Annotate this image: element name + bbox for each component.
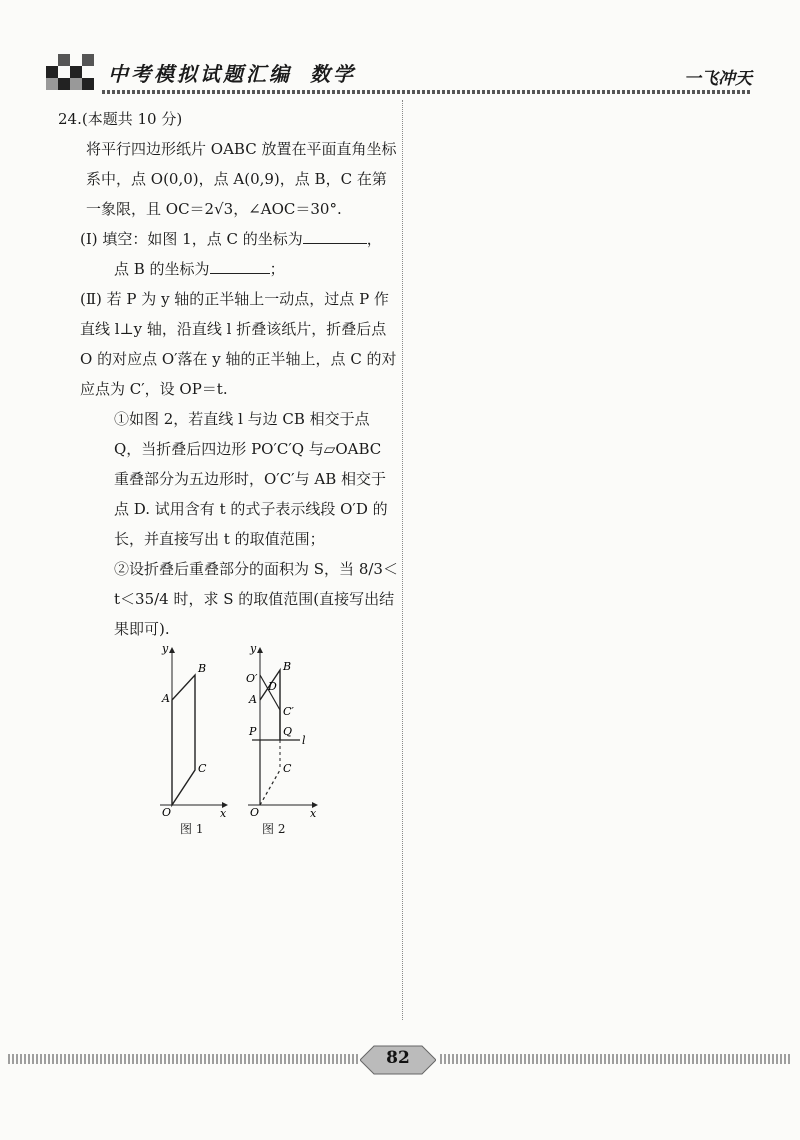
- book-title: [108, 58, 356, 87]
- figure-2-caption: 图 2: [262, 822, 286, 836]
- fig2-label-b: B: [283, 660, 292, 673]
- fig2-label-p: P: [249, 725, 257, 738]
- part-2-text: (Ⅱ) 若 P 为 y 轴的正半轴上一动点，过点 P 作直线 l⊥y 轴，沿直线 l 折叠该纸片，折叠后点 O 的对应点 O′落在 y 轴的正半轴上，点 C 的对应点为 C′，设 OP＝t.: [80, 290, 397, 398]
- subject-label: 数学: [310, 62, 356, 86]
- fig2-label-c: C: [283, 762, 292, 775]
- figures: [150, 640, 330, 840]
- page-footer: [0, 1030, 800, 1090]
- fig1-label-c: C: [198, 762, 207, 775]
- question-intro: 将平行四边形纸片 OABC 放置在平面直角坐标系中，点 O(0,0)，点 A(0,9)，点 B，C 在第一象限，且 OC＝2√3，∠AOC＝30°.: [86, 140, 397, 218]
- part-1-text-a: (Ⅰ) 填空：如图 1，点 C 的坐标为: [80, 230, 303, 248]
- fig1-parallelogram: [172, 675, 195, 805]
- fig2-label-o: O: [250, 806, 260, 819]
- fig2-label-l: l: [302, 734, 306, 747]
- part-2-item-1: ①如图 2，若直线 l 与边 CB 相交于点 Q，当折叠后四边形 PO′C′Q 与▱OABC 重叠部分为五边形时，O′C′与 AB 相交于点 D. 试用含有 t 的式子表示线段 O′D 的长，并直接写出 t 的取值范围；: [114, 410, 388, 548]
- fig2-label-x: x: [310, 807, 317, 820]
- column-divider: [402, 100, 403, 1020]
- fig2-label-q: Q: [283, 725, 293, 738]
- checkerboard-logo-icon: [46, 54, 102, 90]
- book-title-text: 中考模拟试题汇编: [108, 62, 292, 86]
- figure-2: [246, 642, 317, 820]
- figure-1-caption: 图 1: [180, 822, 204, 836]
- part-1-punct-b: ；: [269, 260, 285, 278]
- fig1-label-o: O: [162, 806, 172, 819]
- answer-blank-b[interactable]: [210, 257, 270, 274]
- page-number: 82: [386, 1048, 410, 1068]
- part-1-text-b: 点 B 的坐标为: [114, 260, 210, 278]
- footer-band-right: [440, 1054, 792, 1064]
- figures-svg: [150, 640, 330, 840]
- part-2-item-2: ②设折叠后重叠部分的面积为 S，当 8/3＜t＜35/4 时，求 S 的取值范围(直接写出结果即可).: [114, 560, 398, 638]
- footer-band-left: [8, 1054, 358, 1064]
- fig1-label-y: y: [162, 642, 169, 655]
- fig2-label-c-prime: C′: [283, 705, 294, 718]
- fig2-dashed-oc: [260, 770, 280, 805]
- fig1-label-x: x: [220, 807, 227, 820]
- brand-label: 一飞冲天: [684, 69, 752, 89]
- fig2-label-o-prime: O′: [246, 672, 258, 685]
- question-24: [58, 104, 398, 644]
- figure-1: [160, 642, 227, 820]
- page-header: [0, 0, 800, 100]
- question-number: 24.(本题共 10 分): [58, 110, 183, 128]
- fig2-label-a: A: [249, 693, 257, 706]
- fig2-label-d: D: [268, 680, 277, 693]
- part-1-line-a: [58, 224, 398, 254]
- fig1-label-a: A: [162, 692, 170, 705]
- fig2-label-y: y: [250, 642, 257, 655]
- fig1-label-b: B: [198, 662, 207, 675]
- part-1-line-b: [58, 254, 398, 284]
- answer-blank-c[interactable]: [303, 227, 367, 244]
- header-rule: [102, 90, 752, 94]
- part-1-punct-a: ，: [366, 230, 382, 248]
